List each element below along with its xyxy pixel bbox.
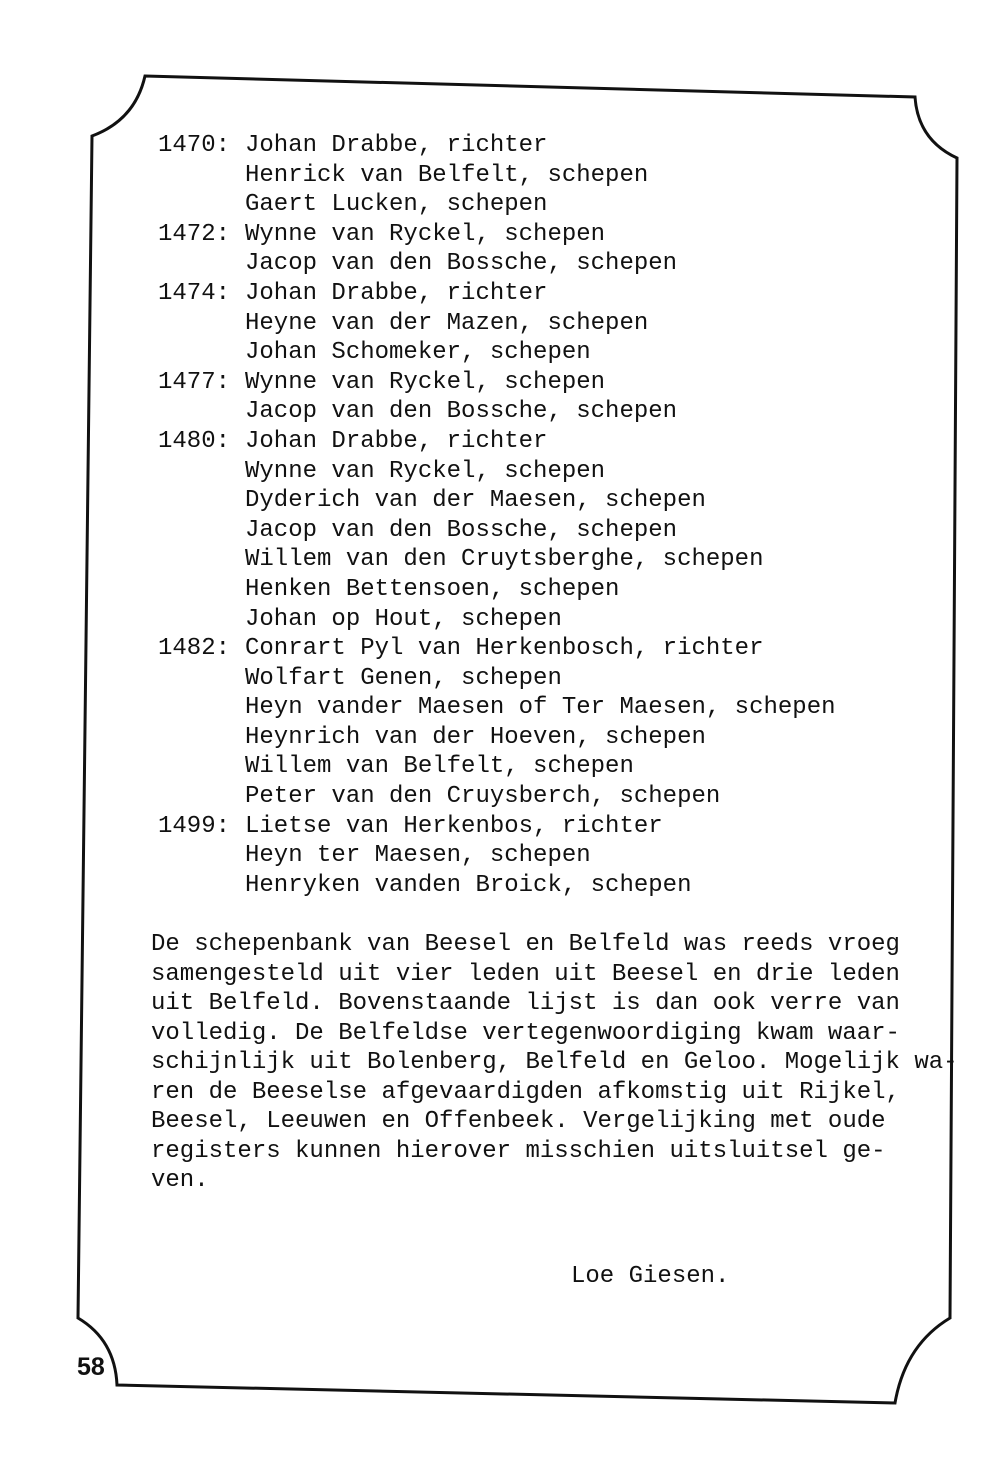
year: 1477: [158,368,231,396]
list-row [158,841,836,871]
year [158,486,245,516]
list-row [158,309,836,339]
person-entry: Jacop van den Bossche, schepen [245,398,678,426]
year [158,397,245,427]
year [158,664,245,694]
list-row [158,220,836,250]
person-entry: Wynne van Ryckel, schepen [245,220,606,248]
year [158,190,245,220]
person-entry: Lietse van Herkenbos, richter [245,812,663,840]
person-entry: Henken Bettensoen, schepen [245,575,620,603]
year: 1480: [158,427,231,455]
year [158,575,245,605]
person-entry: Gaert Lucken, schepen [245,191,548,219]
year [158,841,245,871]
year: 1474: [158,279,231,307]
person-entry: Wynne van Ryckel, schepen [245,368,606,396]
person-entry: Wynne van Ryckel, schepen [245,457,606,485]
person-entry: Johan Drabbe, richter [245,279,548,307]
body-paragraph [151,930,958,1196]
person-entry: Willem van Belfelt, schepen [245,753,634,781]
list-row [158,190,836,220]
year [158,752,245,782]
list-row [158,545,836,575]
person-entry: Heyne van der Mazen, schepen [245,309,649,337]
year [158,693,245,723]
person-entry: Willem van den Cruytsberghe, schepen [245,546,764,574]
paragraph-line: registers kunnen hierover misschien uitsluitsel ge- [151,1137,886,1165]
list-row [158,782,836,812]
paragraph-line: volledig. De Belfeldse vertegenwoordiging kwam waar- [151,1019,900,1047]
year [158,545,245,575]
person-entry: Johan Drabbe, richter [245,132,548,159]
year [158,457,245,487]
list-row [158,249,836,279]
year: 1482: [158,635,231,663]
person-entry: Johan op Hout, schepen [245,605,562,633]
person-entry: Heyn ter Maesen, schepen [245,842,591,870]
list-row [158,397,836,427]
year [158,309,245,339]
signature: Loe Giesen. [571,1263,730,1290]
year [158,161,245,191]
person-entry: Jacop van den Bossche, schepen [245,250,678,278]
list-row [158,664,836,694]
list-row [158,634,836,664]
person-entry: Heyn vander Maesen of Ter Maesen, schepen [245,694,836,722]
person-entry: Henryken vanden Broick, schepen [245,871,692,899]
paragraph-line: De schepenbank van Beesel en Belfeld was reeds vroeg [151,931,900,958]
year [158,782,245,812]
list-row [158,131,836,161]
list-row [158,812,836,842]
year: 1470: [158,132,231,159]
list-row [158,457,836,487]
list-row [158,605,836,635]
paragraph-line: ren de Beeselse afgevaardigden afkomstig uit Rijkel, [151,1078,900,1106]
person-entry: Henrick van Belfelt, schepen [245,161,649,189]
person-entry: Johan Schomeker, schepen [245,339,591,367]
list-row [158,575,836,605]
year: 1472: [158,220,231,248]
person-entry: Dyderich van der Maesen, schepen [245,487,706,515]
list-row [158,723,836,753]
person-entry: Heynrich van der Hoeven, schepen [245,723,706,751]
person-entry: Conrart Pyl van Herkenbosch, richter [245,635,764,663]
list-row [158,752,836,782]
person-entry: Johan Drabbe, richter [245,427,548,455]
paragraph-line: schijnlijk uit Bolenberg, Belfeld en Geloo. Mogelijk wa- [151,1049,958,1076]
list-row [158,279,836,309]
person-entry: Wolfart Genen, schepen [245,664,562,692]
year [158,249,245,279]
list-row [158,338,836,368]
year [158,871,245,901]
list-row [158,427,836,457]
list-row [158,871,836,901]
list-row [158,486,836,516]
year [158,338,245,368]
year [158,605,245,635]
page-number: 58 [77,1353,105,1381]
paragraph-line: ven. [151,1167,209,1194]
year [158,516,245,546]
list-row [158,693,836,723]
paragraph-line: uit Belfeld. Bovenstaande lijst is dan ook verre van [151,990,900,1017]
year: 1499: [158,812,231,840]
paragraph-line: samengesteld uit vier leden uit Beesel en drie leden [151,960,900,988]
list-row [158,516,836,546]
list-row [158,368,836,398]
person-entry: Jacop van den Bossche, schepen [245,516,678,544]
list-row [158,161,836,191]
paragraph-line: Beesel, Leeuwen en Offenbeek. Vergelijking met oude [151,1108,886,1135]
magistrates-list [158,131,836,900]
year [158,723,245,753]
person-entry: Peter van den Cruysberch, schepen [245,783,721,811]
